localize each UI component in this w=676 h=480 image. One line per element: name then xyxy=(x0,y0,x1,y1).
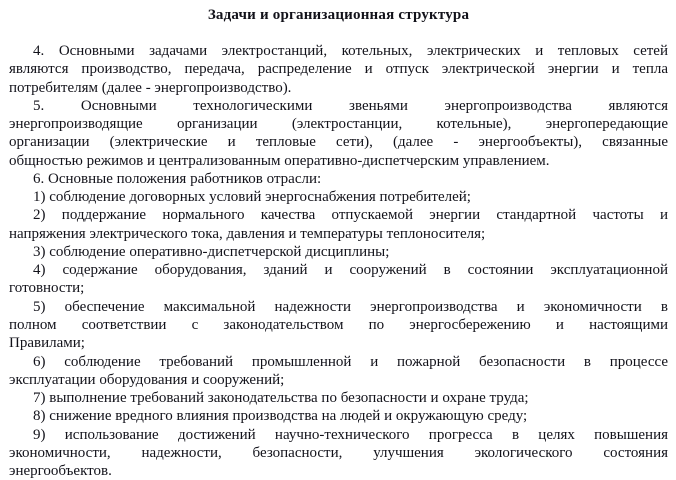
text-line: являются производство, передача, распределение и отпуск электрической энергии и тепла xyxy=(9,61,668,78)
document-body xyxy=(9,42,668,480)
document-title: Задачи и организационная структура xyxy=(207,7,470,23)
paragraph xyxy=(9,389,668,407)
text-line: напряжения электрического тока, давления и температуры теплоносителя; xyxy=(9,225,486,242)
paragraph xyxy=(9,170,668,188)
paragraph xyxy=(9,188,668,206)
text-line: Правилами; xyxy=(9,335,85,352)
text-line: 6) соблюдение требований промышленной и пожарной безопасности в процессе xyxy=(33,353,668,370)
text-line: готовности; xyxy=(9,280,85,297)
text-line: 7) выполнение требований законодательства по безопасности и охране труда; xyxy=(33,390,529,407)
paragraph xyxy=(9,353,668,390)
document-page xyxy=(9,0,668,480)
text-line: 3) соблюдение оперативно-диспетчерской дисциплины; xyxy=(33,243,390,260)
paragraph xyxy=(9,298,668,353)
text-line: потребителям (далее - энергопроизводство). xyxy=(9,79,292,96)
paragraph xyxy=(9,243,668,261)
paragraph xyxy=(9,407,668,425)
paragraph xyxy=(9,206,668,243)
text-line: полном соответствии с законодательством по энергосбережению и настоящими xyxy=(9,316,668,333)
text-line: организации (электрические и тепловые сети), (далее - энергообъекты), связанные xyxy=(9,134,668,151)
text-line: 8) снижение вредного влияния производства на людей и окружающую среду; xyxy=(33,408,528,425)
text-line: 6. Основные положения работников отрасли: xyxy=(33,170,322,187)
text-line: 2) поддержание нормального качества отпускаемой энергии стандартной частоты и xyxy=(33,207,668,224)
paragraph xyxy=(9,261,668,298)
text-line: 5. Основными технологическими звеньями энергопроизводства являются xyxy=(33,97,668,114)
paragraph xyxy=(9,426,668,480)
paragraph xyxy=(9,42,668,97)
text-line: 4. Основными задачами электростанций, котельных, электрических и тепловых сетей xyxy=(33,43,668,59)
text-line: энергообъектов. xyxy=(9,463,112,480)
paragraph xyxy=(9,97,668,170)
text-line: 5) обеспечение максимальной надежности энергопроизводства и экономичности в xyxy=(33,298,668,315)
text-line: общностью режимов и централизованным оперативно-диспетчерским управлением. xyxy=(9,152,550,169)
text-line: экономичности, надежности, безопасности, улучшения экологического состояния xyxy=(9,444,668,461)
text-line: 1) соблюдение договорных условий энергоснабжения потребителей; xyxy=(33,189,471,206)
text-line: 4) содержание оборудования, зданий и сооружений в состоянии эксплуатационной xyxy=(33,262,668,279)
text-line: энергопроизводящие организации (электростанции, котельные), энергопередающие xyxy=(9,116,668,133)
text-line: эксплуатации оборудования и сооружений; xyxy=(9,371,285,388)
text-line: 9) использование достижений научно-технического прогресса в целях повышения xyxy=(33,426,668,443)
